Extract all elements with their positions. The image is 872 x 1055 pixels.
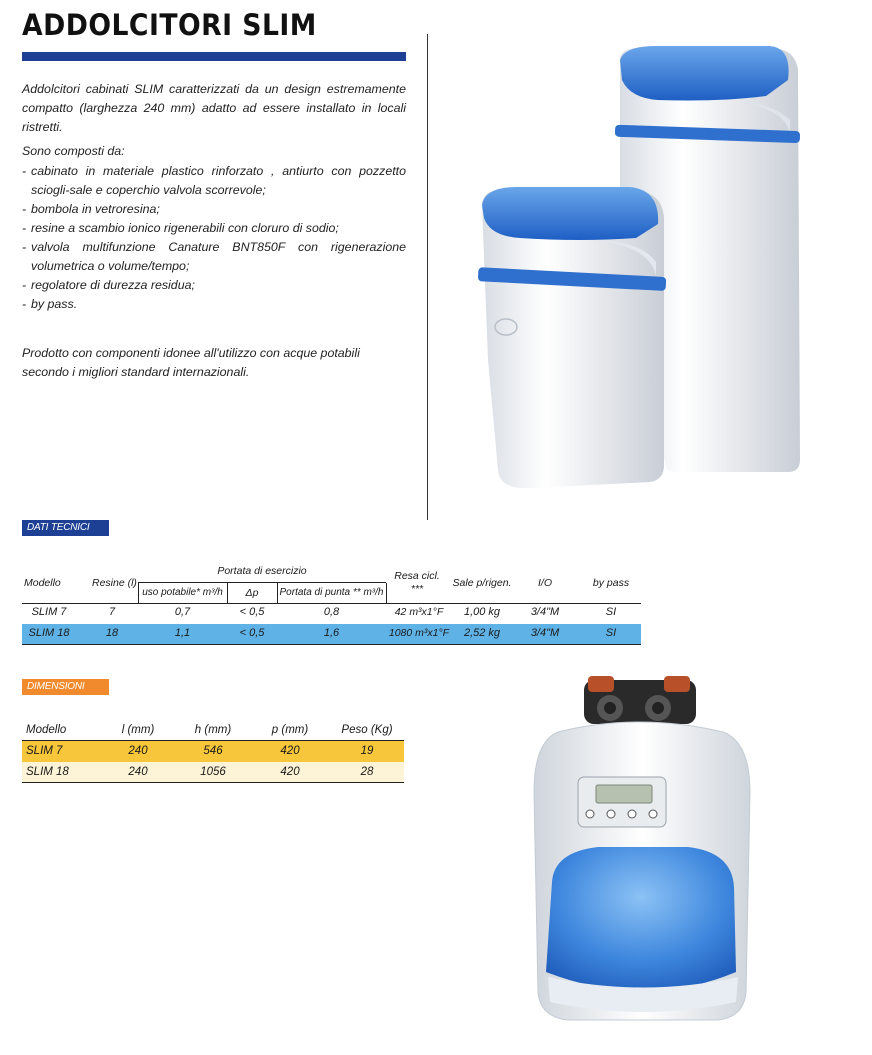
column-header-uso-potabile: uso potabile* m³/h (142, 587, 223, 598)
table-rule (138, 582, 386, 583)
page-title: ADDOLCITORI SLIM (22, 8, 317, 42)
product-image-top (470, 40, 810, 530)
column-header-resa-note: *** (410, 583, 424, 595)
table-cell: 240 (128, 745, 148, 757)
column-header-modello: Modello (24, 577, 61, 589)
table-cell: SI (605, 627, 617, 639)
table-cell: 546 (203, 745, 223, 757)
table-cell: 3/4"M (530, 627, 560, 639)
table-cell: 0,7 (174, 606, 191, 618)
table-cell: 1,00 kg (463, 606, 501, 618)
section-tag-technical-data: DATI TECNICI (22, 520, 109, 536)
column-header-modello: Modello (26, 724, 67, 736)
table-cell: SI (605, 606, 617, 618)
table-cell: 1,6 (323, 627, 340, 639)
table-cell: 1,1 (174, 627, 191, 639)
table-cell: SLIM 18 (28, 627, 70, 639)
table-cell: 28 (360, 766, 374, 778)
list-item: - resine a scambio ionico rigenerabili con cloruro di sodio; (22, 219, 406, 238)
components-list (22, 162, 406, 314)
table-rule (22, 644, 641, 645)
components-heading: Sono composti da: (22, 144, 125, 158)
column-header-io: I/O (537, 577, 552, 589)
column-header-sale: Sale p/rigen. (452, 577, 512, 589)
list-item: - regolatore di durezza residua; (22, 276, 406, 295)
section-tag-dimensions: DIMENSIONI (22, 679, 109, 695)
table-cell: 420 (280, 766, 300, 778)
table-cell: 7 (108, 606, 116, 618)
list-item: - valvola multifunzione Canature BNT850F con rigenerazione volumetrica o volume/tempo; (22, 238, 406, 276)
column-header-delta-p: Δp (245, 587, 259, 599)
table-cell: 42 m³x1°F (394, 606, 444, 618)
table-rule (22, 782, 404, 783)
list-item: - cabinato in materiale plastico rinforzato , antiurto con pozzetto sciogli-sale e coperchio valvola scorrevole; (22, 162, 406, 200)
table-cell: 0,8 (323, 606, 340, 618)
table-separator (386, 583, 387, 603)
column-group-header-portata: Portata di esercizio (217, 565, 307, 577)
list-item: - bombola in vetroresina; (22, 200, 406, 219)
table-cell: 420 (280, 745, 300, 757)
column-header-peso: Peso (Kg) (341, 724, 393, 736)
table-cell: 1080 m³x1°F (388, 627, 450, 639)
table-cell: 3/4"M (530, 606, 560, 618)
column-header-p: p (mm) (271, 724, 309, 736)
table-cell: SLIM 7 (31, 606, 67, 618)
column-header-resine: Resine (l) (92, 577, 137, 589)
column-header-portata-punta: Portata di punta ** m³/h (279, 587, 384, 598)
closing-paragraph: Prodotto con componenti idonee all'utilizzo con acque potabili secondo i migliori standard internazionali. (22, 346, 360, 379)
column-header-l: l (mm) (121, 724, 155, 736)
table-cell: 18 (105, 627, 119, 639)
product-image-bottom (518, 672, 768, 1032)
column-header-resa: Resa cicl. (394, 570, 440, 582)
column-header-h: h (mm) (194, 724, 232, 736)
intro-paragraph: Addolcitori cabinati SLIM caratterizzati da un design estremamente compatto (larghezza 240 mm) adatto ad essere installato in locali ristretti. (22, 82, 406, 134)
column-divider (427, 34, 428, 520)
table-cell: 1056 (200, 766, 226, 778)
table-cell: 2,52 kg (463, 627, 501, 639)
table-cell: < 0,5 (239, 627, 265, 639)
table-cell: 19 (360, 745, 374, 757)
table-cell: SLIM 7 (26, 745, 63, 757)
table-cell: SLIM 18 (26, 766, 69, 778)
table-rule (22, 603, 641, 604)
list-item: - by pass. (22, 295, 406, 314)
table-cell: 240 (128, 766, 148, 778)
title-underline-bar (22, 52, 406, 61)
column-header-bypass: by pass (592, 577, 630, 589)
table-cell: < 0,5 (239, 606, 265, 618)
